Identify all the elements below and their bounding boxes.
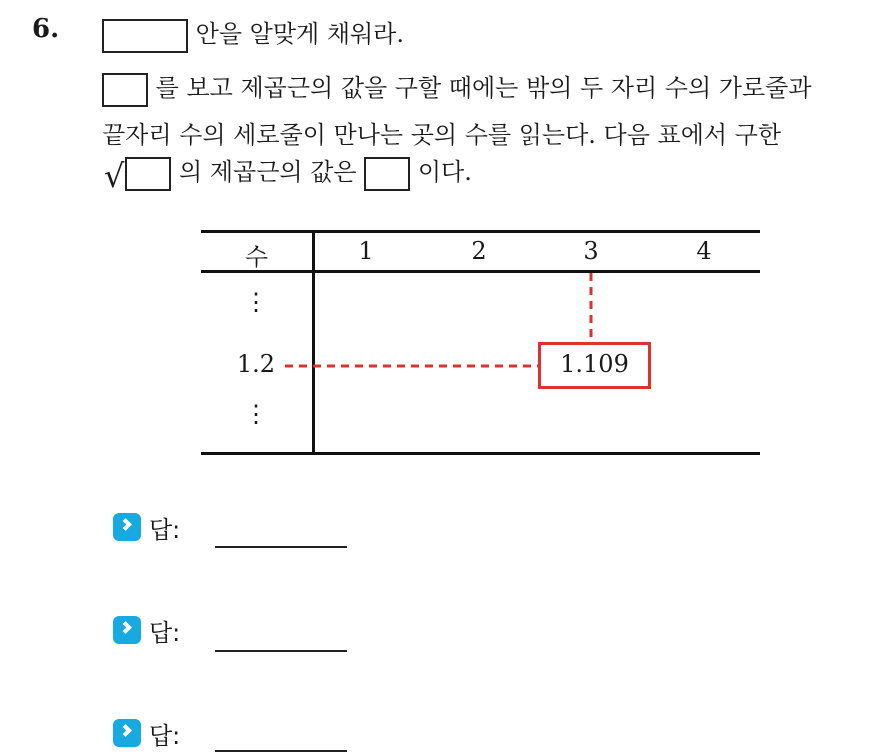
chevron-right-icon [113, 616, 141, 644]
highlighted-value: 1.109 [560, 350, 629, 378]
answer-label: 답: [149, 618, 181, 647]
chevron-right-icon [113, 513, 141, 541]
paragraph-text-2: 끝자리 수의 세로줄이 만나는 곳의 수를 읽는다. 다음 표에서 구한 [102, 121, 782, 149]
blank-box[interactable] [102, 19, 188, 53]
answer-input-line[interactable] [215, 546, 347, 548]
blank-box[interactable] [364, 157, 410, 191]
answer-row-1 [113, 510, 180, 544]
paragraph-line-2 [102, 115, 781, 150]
sqrt-expression [104, 156, 171, 195]
column-header: 2 [471, 237, 487, 265]
paragraph-text-1: 를 보고 제곱근의 값을 구할 때에는 밖의 두 자리 수의 가로줄과 [155, 74, 812, 102]
answer-input-line[interactable] [215, 650, 347, 652]
paragraph-text-3: 의 제곱근의 값은 [179, 158, 357, 186]
instruction-line [102, 14, 404, 53]
sqrt-icon: √ [104, 156, 125, 195]
answer-input-line[interactable] [215, 750, 347, 752]
answer-label: 답: [149, 721, 181, 750]
row-ellipsis-bottom: ⋮ [244, 400, 268, 428]
column-header: 3 [583, 237, 599, 265]
paragraph-line-3 [104, 152, 472, 195]
row-label: 1.2 [236, 350, 276, 378]
row-ellipsis-top: ⋮ [244, 288, 268, 316]
blank-box[interactable] [102, 73, 148, 107]
column-header: 1 [358, 237, 374, 265]
chevron-right-icon [113, 719, 141, 747]
blank-box[interactable] [125, 157, 171, 191]
instruction-text: 안을 알맞게 채워라. [195, 20, 404, 48]
column-header: 4 [696, 237, 712, 265]
answer-label: 답: [149, 515, 181, 544]
intersection-guides [201, 230, 760, 455]
header-label: 수 [244, 243, 269, 271]
answer-row-3 [113, 716, 180, 750]
paragraph-line-1 [102, 68, 812, 107]
square-root-table [201, 230, 760, 455]
answer-row-2 [113, 613, 180, 647]
paragraph-text-3-end: 이다. [417, 158, 472, 186]
question-number: 6. [32, 14, 60, 44]
